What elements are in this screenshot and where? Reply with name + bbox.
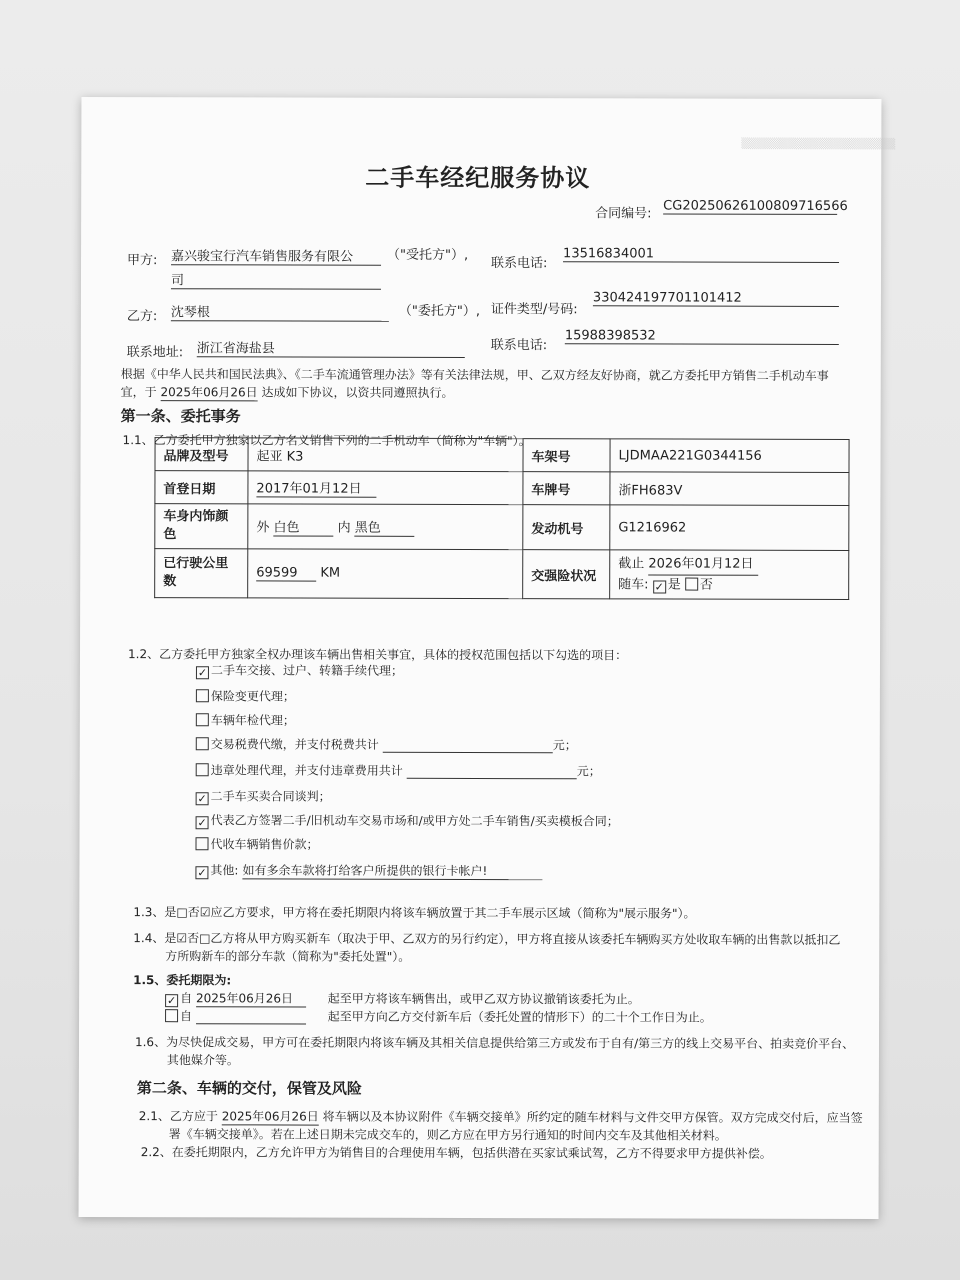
authorization-item — [195, 861, 542, 880]
authorization-item-text: 代收车辆销售价款； — [210, 837, 319, 852]
authorization-item — [196, 735, 577, 753]
term-a-checkbox: ✓ — [166, 994, 177, 1008]
authorization-item — [196, 661, 403, 680]
contract-paper — [79, 97, 896, 1219]
engine-value: G1216962 — [610, 505, 849, 551]
party-a-phone-label: 联系电话: — [491, 256, 548, 272]
color-value: 外 白色 内 黑色 — [248, 504, 523, 550]
vehicle-table — [154, 437, 849, 600]
mileage-label: 已行驶公里 数 — [155, 549, 248, 598]
authorization-item — [196, 811, 619, 830]
section-1-title: 第一条、委托事务 — [120, 407, 241, 426]
party-a-phone: 13516834001 — [563, 246, 839, 263]
interior-color: 黑色 — [355, 517, 415, 537]
authorization-item-text: 二手车交接、过户、转籍手续代理； — [210, 663, 404, 678]
authorization-item-text: 车辆年检代理； — [210, 713, 295, 728]
authorization-checkbox: ✓ — [197, 866, 207, 880]
amount-unit: 元； — [552, 738, 577, 753]
color-label: 车身内饰颜 色 — [155, 504, 248, 549]
clause-1-3: 1.3、是□否☑应乙方要求，甲方将在委托期限内将该车辆放置于其二手车展示区域（简称为"展示服务"）。 — [133, 905, 696, 921]
party-a-name-line2: 司 — [171, 269, 381, 290]
authorization-item-text: 保险变更代理； — [210, 689, 295, 704]
address-label: 联系地址: — [126, 345, 184, 361]
clause-2-1-line2: 署《车辆交接单》。若在上述日期未完成交车的，则乙方应在甲方另行通知的时间内交车及其他相关材料。 — [168, 1127, 727, 1143]
authorization-checkbox — [195, 837, 208, 850]
authorization-item-text: 违章处理代理，并支付违章费用共计 — [210, 763, 403, 778]
authorization-item — [196, 787, 331, 805]
authorization-checkbox — [196, 689, 209, 702]
party-a-role: （"受托方"）, — [387, 247, 469, 263]
clause-1-5-option-a: ✓ 自 2025年06月26日 起至甲方将该车辆售出，或甲乙双方协议撤销该委托为止。 — [166, 991, 640, 1008]
clause-1-5-option-b: 自 起至甲方向乙方交付新车后（委托处置的情形下）的二十个工作日为止。 — [165, 1007, 712, 1025]
authorization-checkbox: ✓ — [197, 816, 207, 830]
clause-2-2: 2.2、在委托期限内，乙方允许甲方为销售目的合理使用车辆，包括供潜在买家试乘试驾，乙方不得要求甲方提供补偿。 — [140, 1145, 772, 1161]
reg-date-value: 2017年01月12日 — [248, 471, 523, 505]
clause-1-4-line2: 方所购新车的部分车款（简称为"委托处置"）。 — [165, 949, 411, 964]
insurance-no-checkbox — [685, 577, 698, 590]
authorization-item — [196, 761, 601, 779]
plate-label: 车牌号 — [523, 472, 610, 505]
plate-value: 浙FH683V — [610, 472, 849, 506]
party-b-phone: 15988398532 — [565, 328, 839, 345]
clause-1-5: 1.5、委托期限为: — [133, 973, 232, 988]
id-label: 证件类型/号码: — [490, 302, 578, 318]
insurance-yes-checkbox: ✓ — [654, 579, 664, 593]
clause-1-6-line2: 其他媒介等。 — [166, 1053, 239, 1068]
authorization-item-text: 代表乙方签署二手/旧机动车交易市场和/或甲方处二手车销售/买卖模板合同； — [210, 813, 619, 829]
authorization-item-text: 二手车买卖合同谈判； — [210, 789, 331, 804]
authorization-item-text: 其他: — [210, 863, 239, 878]
authorization-checkbox — [196, 763, 209, 776]
clause-2-1-line1: 2.1、乙方应于 2025年06月26日 将车辆以及本协议附件《车辆交接单》所约定的随车材料与文件交甲方保管。双方完成交付后，应当签 — [138, 1109, 863, 1126]
reg-date-label: 首登日期 — [155, 471, 248, 504]
preamble-line2: 宜，于 2025年06月26日 达成如下协议，以资共同遵照执行。 — [120, 385, 454, 400]
exterior-color: 白色 — [273, 516, 333, 536]
authorization-checkbox: ✓ — [197, 666, 208, 680]
authorization-checkbox — [196, 713, 209, 726]
insurance-label: 交强险状况 — [523, 550, 610, 599]
authorization-item — [195, 835, 318, 852]
contract-no-label: 合同编号: — [595, 206, 652, 222]
brand-value: 起亚 K3 — [248, 438, 523, 472]
bleed-through-text: ▒▒▒▒▒▒▒▒▒▒▒▒▒▒▒▒▒▒▒▒ — [741, 138, 896, 151]
party-b-name: 沈琴根 — [171, 301, 389, 322]
clause-1-4-line1: 1.4、是☑否□乙方将从甲方购买新车（取决于甲、乙双方的另行约定），甲方将直接从该委托车辆购买方处收取车辆的出售款以抵扣乙 — [133, 931, 841, 947]
clause-1-6-line1: 1.6、为尽快促成交易，甲方可在委托期限内将该车辆及其相关信息提供给第三方或发布于自有/第三方的线上交易平台、拍卖竞价平台、 — [134, 1035, 855, 1051]
id-number: 330424197701101412 — [593, 290, 839, 307]
other-item-detail: 如有多余车款将打给客户所提供的银行卡帐户! — [242, 861, 542, 880]
vin-label: 车架号 — [523, 439, 610, 472]
term-b-checkbox — [165, 1009, 178, 1022]
authorization-item — [196, 711, 295, 728]
address: 浙江省海盐县 — [197, 337, 465, 358]
party-b-phone-label: 联系电话: — [490, 338, 548, 354]
party-b-role: （"委托方"）, — [398, 303, 481, 319]
party-a-name-line1: 嘉兴骏宝行汽车销售服务有限公 — [171, 245, 381, 266]
brand-label: 品牌及型号 — [155, 438, 248, 471]
party-b-label: 乙方: — [126, 309, 158, 325]
preamble-line1: 根据《中华人民共和国民法典》、《二手车流通管理办法》等有关法律法规，甲、乙双方经友好协商，就乙方委托甲方销售二手机动车事 — [120, 367, 829, 383]
authorization-item-text: 交易税费代缴，并支付税费共计 — [210, 737, 379, 752]
authorization-item — [196, 687, 295, 704]
authorization-checkbox — [196, 737, 209, 750]
vin-value: LJDMAA221G0344156 — [610, 439, 849, 473]
contract-no: CG20250626100809716566 — [663, 198, 848, 214]
section-2-title: 第二条、车辆的交付，保管及风险 — [136, 1079, 362, 1098]
insurance-value: 截止 2026年01月12日 随车: ✓ 是 否 — [610, 550, 849, 600]
doc-title: 二手车经纪服务协议 — [365, 163, 591, 193]
amount-unit: 元； — [576, 764, 601, 779]
clause-1-1: 1.1、乙方委托甲方独家以乙方名义销售下列的二手机动车（简称为"车辆"）。 — [122, 433, 531, 449]
engine-label: 发动机号 — [523, 505, 610, 550]
clause-1-2: 1.2、乙方委托甲方独家全权办理该车辆出售相关事宜，具体的授权范围包括以下勾选的项目： — [127, 647, 628, 663]
authorization-checkbox: ✓ — [197, 792, 207, 806]
mileage-value: 69599 KM — [248, 549, 523, 599]
party-a-label: 甲方: — [127, 253, 158, 269]
